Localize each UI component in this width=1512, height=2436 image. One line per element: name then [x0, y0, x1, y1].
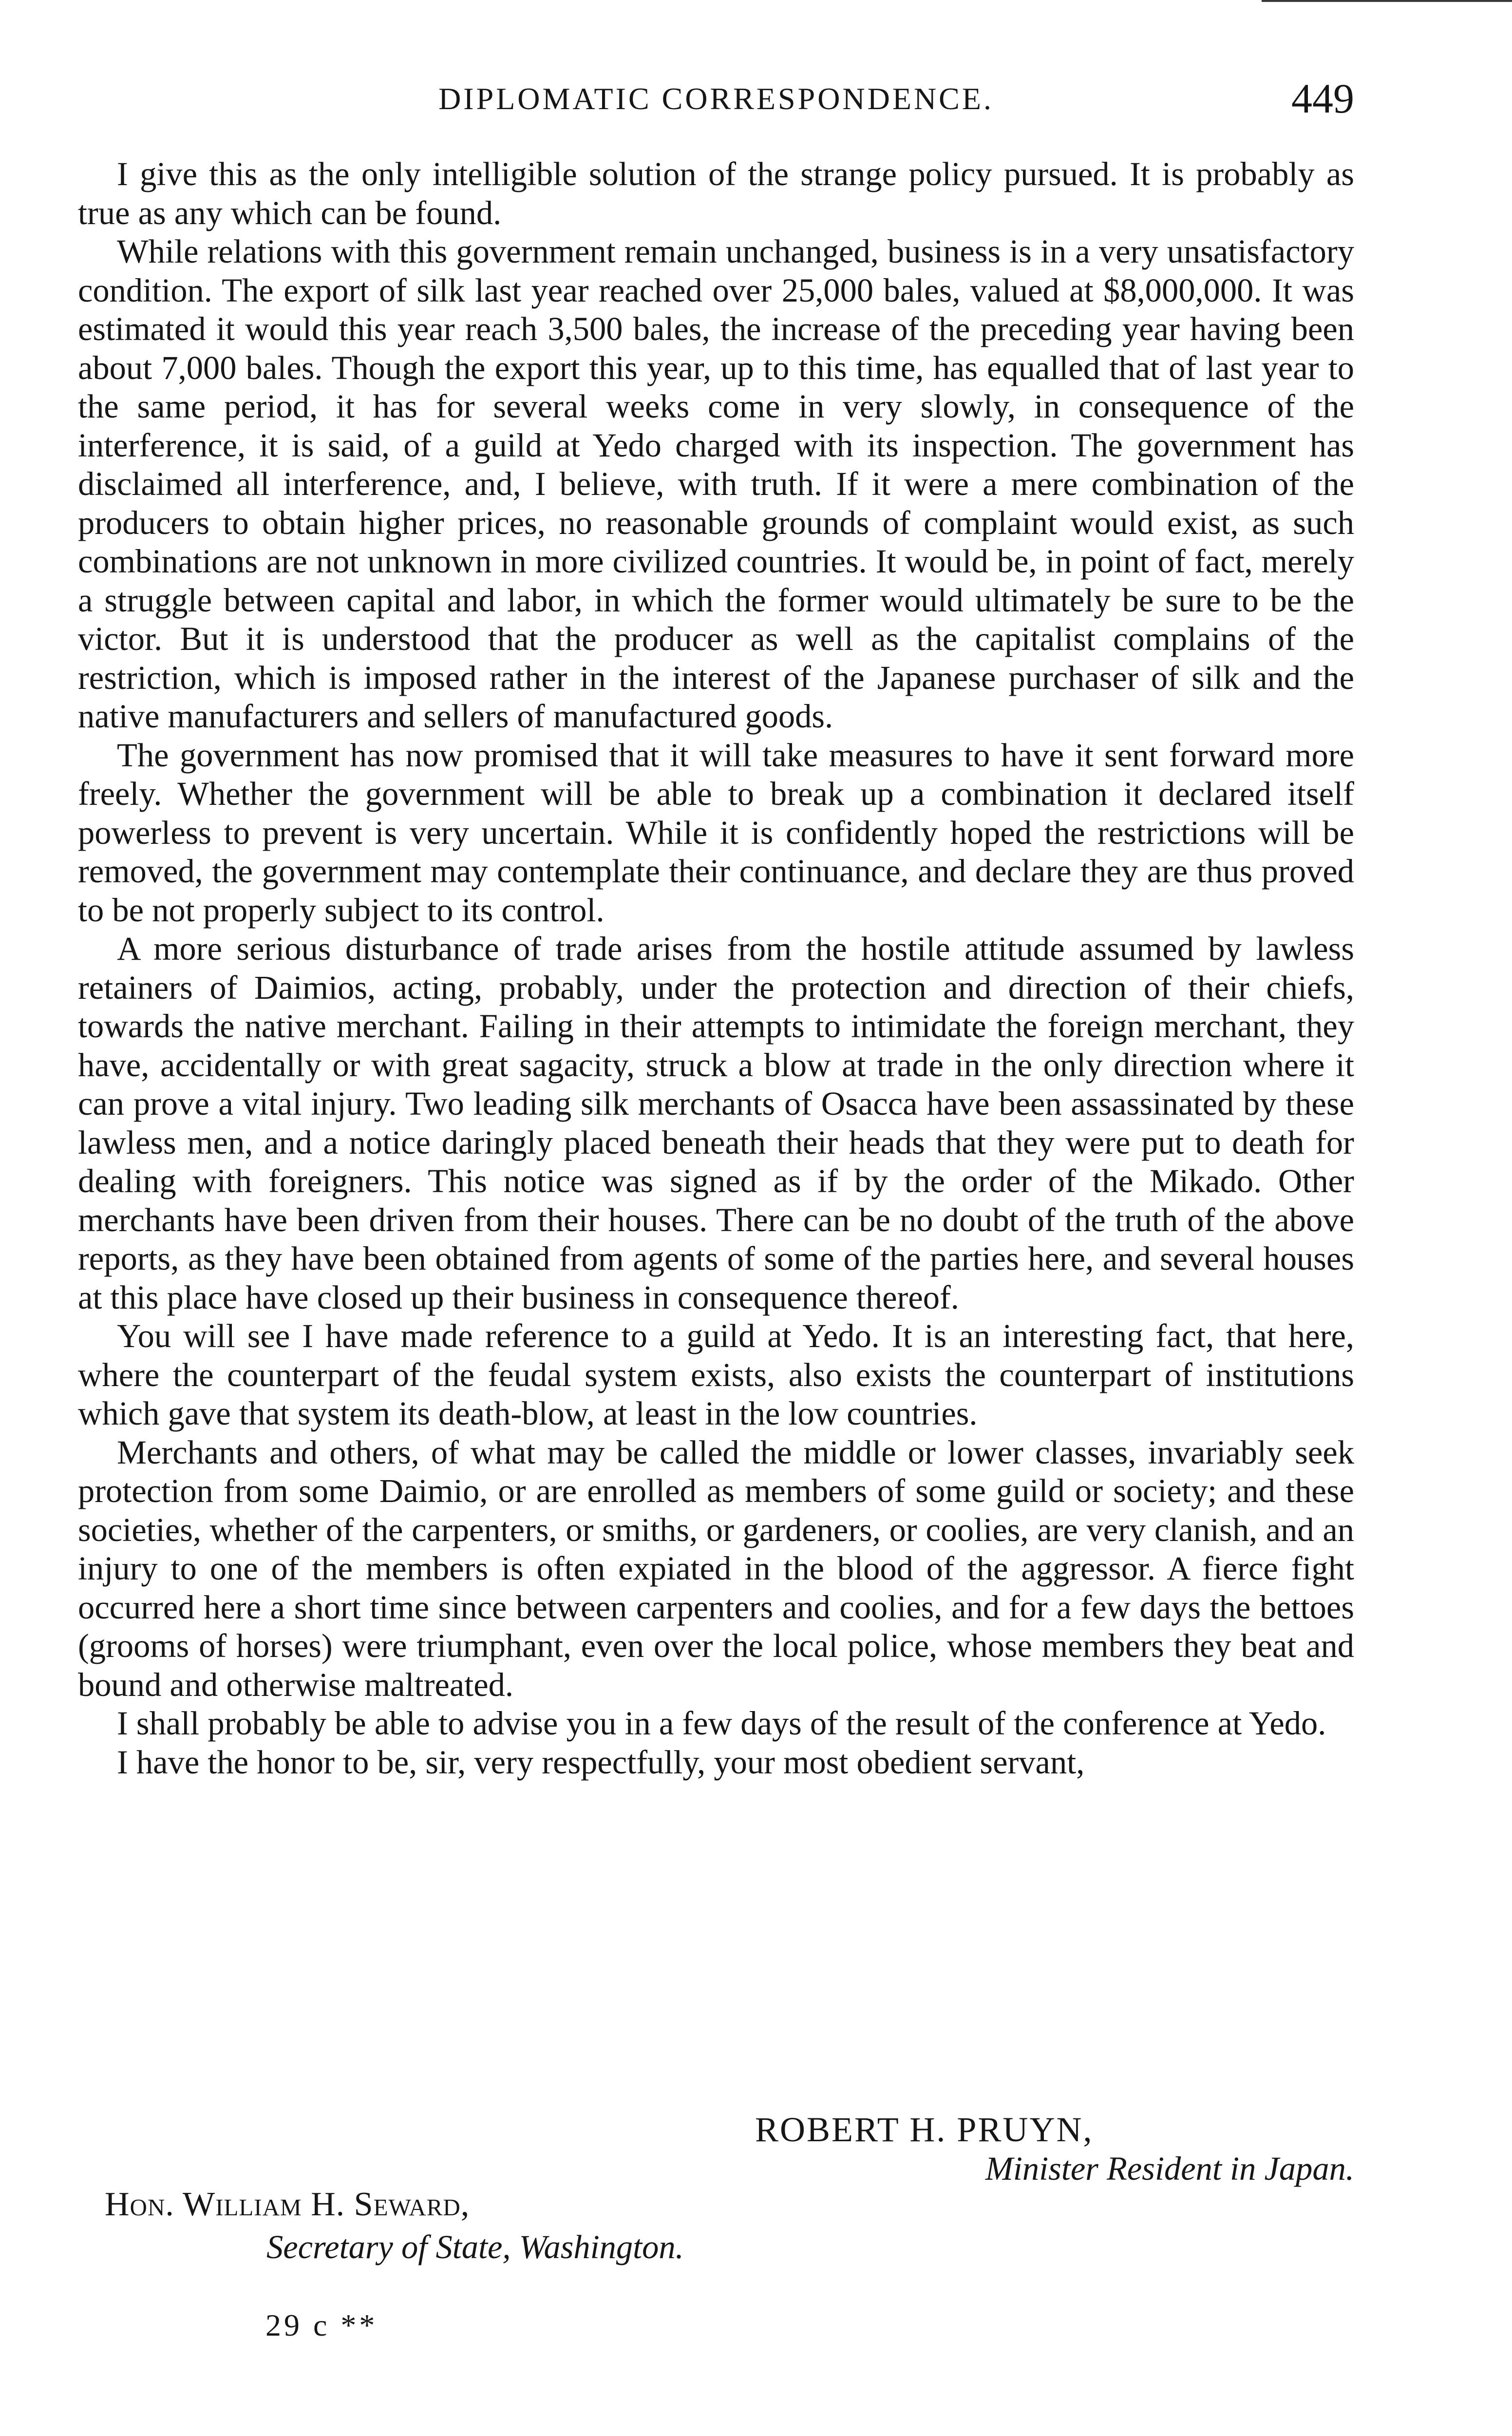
- running-head: [78, 75, 1354, 132]
- paragraph: The government has now promised that it will take measures to have it sent forward more freely. Whether the government will be able to break up a combination it declared itself powerless to prevent is very uncertain. While it is confidently hoped the restrictions will be removed, the government may contemplate their continuance, and declare they are thus proved to be not properly subject to its control.: [78, 736, 1354, 929]
- letter-body: [78, 155, 1354, 1782]
- page-number: 449: [1291, 75, 1354, 122]
- running-title: DIPLOMATIC CORRESPONDENCE.: [438, 81, 994, 116]
- paragraph: I give this as the only intelligible solution of the strange policy pursued. It is probably as true as any which can be found.: [78, 155, 1354, 231]
- addressee-title: Secretary of State, Washington.: [266, 2228, 684, 2265]
- paragraph: You will see I have made reference to a guild at Yedo. It is an interesting fact, that here, where the counterpart of the feudal system exists, also exists the counterpart of institutions which gave that system its death-blow, at least in the low countries.: [78, 1317, 1354, 1432]
- signatory-title: Minister Resident in Japan.: [985, 2150, 1354, 2187]
- top-corner-rule: [1262, 0, 1512, 2]
- printer-signature-mark: 29 c **: [265, 2308, 378, 2342]
- signatory-name: ROBERT H. PRUYN,: [755, 2110, 1094, 2149]
- paragraph: A more serious disturbance of trade arises from the hostile attitude assumed by lawless retainers of Daimios, acting, probably, under the protection and direction of their chiefs, towards the native merchant. Failing in their attempts to intimidate the foreign merchant, they have, accidentally or with great sagacity, struck a blow at trade in the only direction where it can prove a vital injury. Two leading silk merchants of Osacca have been assassinated by these lawless men, and a notice daringly placed beneath their heads that they were put to death for dealing with foreigners. This notice was signed as if by the order of the Mikado. Other merchants have been driven from their houses. There can be no doubt of the truth of the above reports, as they have been obtained from agents of some of the parties here, and several houses at this place have closed up their business in consequence thereof.: [78, 930, 1354, 1316]
- paragraph: While relations with this government remain unchanged, business is in a very unsatisfactory condition. The export of silk last year reached over 25,000 bales, valued at $8,000,000. It was estimated it would this year reach 3,500 bales, the increase of the preceding year having been about 7,000 bales. Though the export this year, up to this time, has equalled that of last year to the same period, it has for several weeks come in very slowly, in consequence of the interference, it is said, of a guild at Yedo charged with its inspection. The government has disclaimed all interference, and, I believe, with truth. If it were a mere combination of the producers to obtain higher prices, no reasonable grounds of complaint would exist, as such combinations are not unknown in more civilized countries. It would be, in point of fact, merely a struggle between capital and labor, in which the former would ultimately be sure to be the victor. But it is understood that the producer as well as the capitalist complains of the restriction, which is imposed rather in the interest of the Japanese purchaser of silk and the native manufacturers and sellers of manufactured goods.: [78, 233, 1354, 735]
- paragraph: Merchants and others, of what may be called the middle or lower classes, invariably seek protection from some Daimio, or are enrolled as members of some guild or society; and these societies, whether of the carpenters, or smiths, or gardeners, or coolies, are very clanish, and an injury to one of the members is often expiated in the blood of the aggressor. A fierce fight occurred here a short time since between carpenters and coolies, and for a few days the bettoes (grooms of horses) were triumphant, even over the local police, whose members they beat and bound and otherwise maltreated.: [78, 1433, 1354, 1703]
- paragraph: I have the honor to be, sir, very respectfully, your most obedient servant,: [117, 1743, 1085, 1781]
- addressee-name: Hon. William H. Seward,: [105, 2186, 470, 2223]
- addressee-block: [105, 2185, 1079, 2283]
- paragraph: I shall probably be able to advise you in a few days of the result of the conference at Yedo.: [117, 1705, 1326, 1742]
